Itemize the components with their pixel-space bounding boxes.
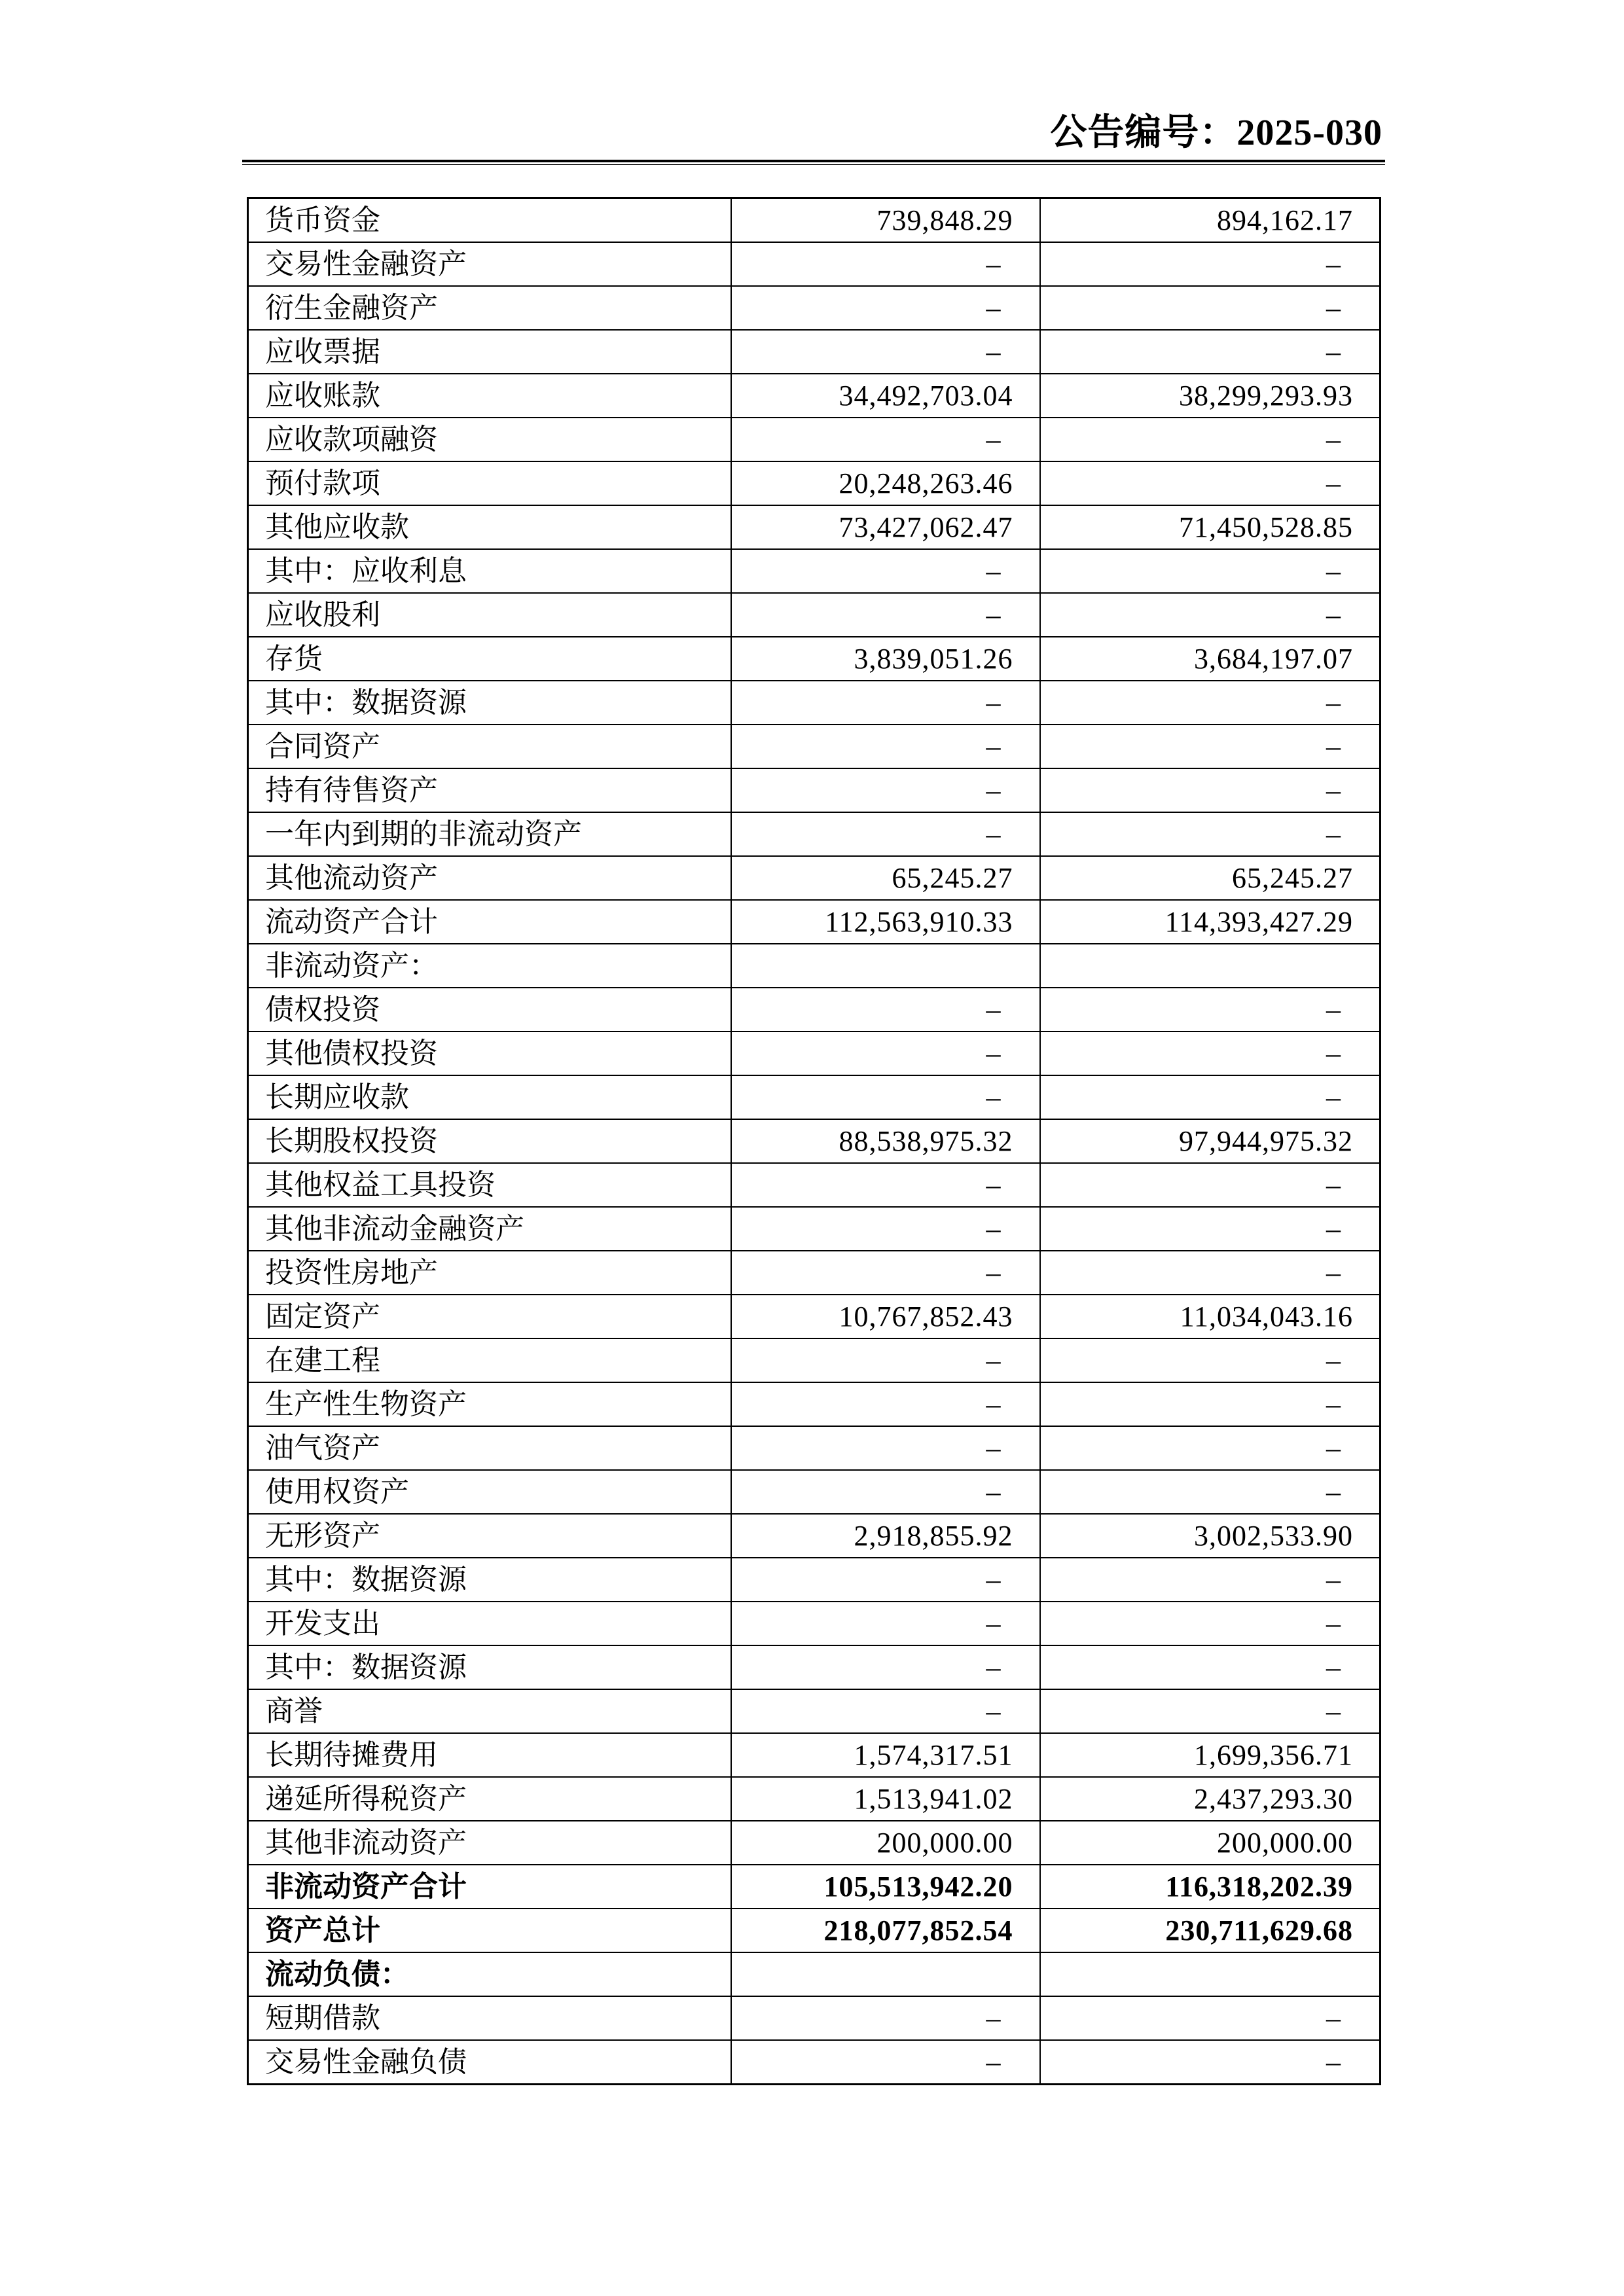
prior-period-value: 230,711,629.68 — [1040, 1909, 1380, 1952]
table-row — [248, 1996, 1380, 2040]
balance-sheet-table — [247, 197, 1381, 2085]
item-label: 存货 — [248, 637, 731, 681]
table-row — [248, 1163, 1380, 1207]
current-period-value: 65,245.27 — [731, 856, 1040, 900]
prior-period-value: – — [1040, 1689, 1380, 1733]
announcement-number: 公告编号：2025-030 — [1050, 113, 1382, 153]
current-period-value: 218,077,852.54 — [731, 1909, 1040, 1952]
current-period-value: – — [731, 1382, 1040, 1426]
current-period-value: – — [731, 988, 1040, 1031]
item-label: 短期借款 — [248, 1996, 731, 2040]
current-period-value: – — [731, 1163, 1040, 1207]
prior-period-value: 114,393,427.29 — [1040, 900, 1380, 944]
current-period-value: – — [731, 418, 1040, 461]
prior-period-value: – — [1040, 1251, 1380, 1295]
current-period-value: – — [731, 549, 1040, 593]
current-period-value: 2,918,855.92 — [731, 1514, 1040, 1558]
item-label: 其中：数据资源 — [248, 681, 731, 725]
current-period-value: 34,492,703.04 — [731, 374, 1040, 418]
prior-period-value: – — [1040, 812, 1380, 856]
prior-period-value: – — [1040, 1645, 1380, 1689]
item-label: 在建工程 — [248, 1338, 731, 1382]
table-row — [248, 549, 1380, 593]
item-label: 其他流动资产 — [248, 856, 731, 900]
current-period-value: – — [731, 1031, 1040, 1075]
prior-period-value — [1040, 944, 1380, 988]
prior-period-value: – — [1040, 1163, 1380, 1207]
table-row — [248, 1558, 1380, 1602]
current-period-value: – — [731, 286, 1040, 330]
table-row — [248, 1207, 1380, 1251]
header-rule — [242, 160, 1385, 165]
table-row — [248, 1689, 1380, 1733]
prior-period-value: 3,002,533.90 — [1040, 1514, 1380, 1558]
table-row — [248, 286, 1380, 330]
table-row — [248, 681, 1380, 725]
item-label: 生产性生物资产 — [248, 1382, 731, 1426]
current-period-value: – — [731, 330, 1040, 374]
item-label: 应收账款 — [248, 374, 731, 418]
prior-period-value: – — [1040, 593, 1380, 637]
prior-period-value: – — [1040, 1470, 1380, 1514]
table-row — [248, 2040, 1380, 2085]
table-row — [248, 1645, 1380, 1689]
current-period-value: – — [731, 725, 1040, 768]
table-row — [248, 418, 1380, 461]
table-row — [248, 1777, 1380, 1821]
table-row — [248, 768, 1380, 812]
prior-period-value: – — [1040, 418, 1380, 461]
current-period-value: 112,563,910.33 — [731, 900, 1040, 944]
item-label: 固定资产 — [248, 1295, 731, 1338]
item-label: 债权投资 — [248, 988, 731, 1031]
current-period-value: – — [731, 1338, 1040, 1382]
item-label: 长期股权投资 — [248, 1119, 731, 1163]
current-period-value: – — [731, 1251, 1040, 1295]
current-period-value: 200,000.00 — [731, 1821, 1040, 1865]
table-row — [248, 856, 1380, 900]
item-label: 预付款项 — [248, 461, 731, 505]
prior-period-value: 894,162.17 — [1040, 198, 1380, 243]
item-label: 其中：数据资源 — [248, 1645, 731, 1689]
prior-period-value: 116,318,202.39 — [1040, 1865, 1380, 1909]
item-label: 应收股利 — [248, 593, 731, 637]
table-row — [248, 944, 1380, 988]
current-period-value: – — [731, 681, 1040, 725]
current-period-value: – — [731, 242, 1040, 286]
current-period-value: 73,427,062.47 — [731, 505, 1040, 549]
table-row — [248, 1251, 1380, 1295]
current-period-value: 105,513,942.20 — [731, 1865, 1040, 1909]
current-period-value: – — [731, 2040, 1040, 2085]
item-label: 非流动资产： — [248, 944, 731, 988]
current-period-value: – — [731, 1996, 1040, 2040]
prior-period-value: 200,000.00 — [1040, 1821, 1380, 1865]
item-label: 使用权资产 — [248, 1470, 731, 1514]
current-period-value: – — [731, 812, 1040, 856]
item-label: 应收款项融资 — [248, 418, 731, 461]
item-label: 开发支出 — [248, 1602, 731, 1645]
current-period-value: – — [731, 1645, 1040, 1689]
table-row — [248, 1338, 1380, 1382]
table-row — [248, 1470, 1380, 1514]
current-period-value: 88,538,975.32 — [731, 1119, 1040, 1163]
table-row — [248, 1295, 1380, 1338]
prior-period-value: – — [1040, 242, 1380, 286]
prior-period-value: – — [1040, 1426, 1380, 1470]
table-row — [248, 1382, 1380, 1426]
prior-period-value: – — [1040, 988, 1380, 1031]
current-period-value: – — [731, 1470, 1040, 1514]
item-label: 一年内到期的非流动资产 — [248, 812, 731, 856]
table-row — [248, 1031, 1380, 1075]
table-row — [248, 330, 1380, 374]
item-label: 流动负债： — [248, 1952, 731, 1996]
table-row — [248, 812, 1380, 856]
item-label: 递延所得税资产 — [248, 1777, 731, 1821]
current-period-value: – — [731, 593, 1040, 637]
prior-period-value: – — [1040, 768, 1380, 812]
item-label: 衍生金融资产 — [248, 286, 731, 330]
item-label: 其他非流动资产 — [248, 1821, 731, 1865]
item-label: 交易性金融负债 — [248, 2040, 731, 2085]
table-row — [248, 1514, 1380, 1558]
item-label: 货币资金 — [248, 198, 731, 243]
item-label: 长期待摊费用 — [248, 1733, 731, 1777]
item-label: 非流动资产合计 — [248, 1865, 731, 1909]
table-row — [248, 505, 1380, 549]
table-row — [248, 1865, 1380, 1909]
current-period-value: 10,767,852.43 — [731, 1295, 1040, 1338]
prior-period-value: – — [1040, 286, 1380, 330]
current-period-value: 3,839,051.26 — [731, 637, 1040, 681]
prior-period-value: 1,699,356.71 — [1040, 1733, 1380, 1777]
current-period-value: 1,574,317.51 — [731, 1733, 1040, 1777]
item-label: 长期应收款 — [248, 1075, 731, 1119]
table-row — [248, 1602, 1380, 1645]
table-row — [248, 461, 1380, 505]
table-row — [248, 1909, 1380, 1952]
item-label: 交易性金融资产 — [248, 242, 731, 286]
table-row — [248, 593, 1380, 637]
prior-period-value: 65,245.27 — [1040, 856, 1380, 900]
prior-period-value: 2,437,293.30 — [1040, 1777, 1380, 1821]
prior-period-value: – — [1040, 1207, 1380, 1251]
item-label: 投资性房地产 — [248, 1251, 731, 1295]
table-row — [248, 198, 1380, 243]
prior-period-value: – — [1040, 1602, 1380, 1645]
item-label: 其他非流动金融资产 — [248, 1207, 731, 1251]
table-row — [248, 1821, 1380, 1865]
item-label: 其他债权投资 — [248, 1031, 731, 1075]
table-row — [248, 1119, 1380, 1163]
item-label: 油气资产 — [248, 1426, 731, 1470]
table-row — [248, 725, 1380, 768]
item-label: 资产总计 — [248, 1909, 731, 1952]
prior-period-value: – — [1040, 1031, 1380, 1075]
current-period-value: – — [731, 1207, 1040, 1251]
prior-period-value: – — [1040, 330, 1380, 374]
table-row — [248, 988, 1380, 1031]
prior-period-value — [1040, 1952, 1380, 1996]
prior-period-value: 97,944,975.32 — [1040, 1119, 1380, 1163]
table-row — [248, 1733, 1380, 1777]
prior-period-value: – — [1040, 1075, 1380, 1119]
prior-period-value: 71,450,528.85 — [1040, 505, 1380, 549]
prior-period-value: – — [1040, 1996, 1380, 2040]
prior-period-value: – — [1040, 549, 1380, 593]
table-row — [248, 242, 1380, 286]
prior-period-value: 3,684,197.07 — [1040, 637, 1380, 681]
current-period-value: 739,848.29 — [731, 198, 1040, 243]
item-label: 合同资产 — [248, 725, 731, 768]
prior-period-value: – — [1040, 461, 1380, 505]
item-label: 流动资产合计 — [248, 900, 731, 944]
prior-period-value: 38,299,293.93 — [1040, 374, 1380, 418]
prior-period-value: – — [1040, 1338, 1380, 1382]
item-label: 无形资产 — [248, 1514, 731, 1558]
table-row — [248, 1426, 1380, 1470]
item-label: 其中：数据资源 — [248, 1558, 731, 1602]
table-body — [248, 198, 1380, 2085]
current-period-value: – — [731, 1558, 1040, 1602]
table-row — [248, 900, 1380, 944]
current-period-value: – — [731, 1075, 1040, 1119]
prior-period-value: – — [1040, 725, 1380, 768]
item-label: 其中：应收利息 — [248, 549, 731, 593]
prior-period-value: 11,034,043.16 — [1040, 1295, 1380, 1338]
table-row — [248, 637, 1380, 681]
prior-period-value: – — [1040, 681, 1380, 725]
current-period-value — [731, 944, 1040, 988]
prior-period-value: – — [1040, 1382, 1380, 1426]
table-row — [248, 1075, 1380, 1119]
item-label: 商誉 — [248, 1689, 731, 1733]
item-label: 其他应收款 — [248, 505, 731, 549]
current-period-value: 1,513,941.02 — [731, 1777, 1040, 1821]
prior-period-value: – — [1040, 2040, 1380, 2085]
table-row — [248, 374, 1380, 418]
current-period-value — [731, 1952, 1040, 1996]
item-label: 持有待售资产 — [248, 768, 731, 812]
current-period-value: – — [731, 1602, 1040, 1645]
current-period-value: – — [731, 768, 1040, 812]
current-period-value: – — [731, 1426, 1040, 1470]
table-row — [248, 1952, 1380, 1996]
current-period-value: 20,248,263.46 — [731, 461, 1040, 505]
item-label: 应收票据 — [248, 330, 731, 374]
current-period-value: – — [731, 1689, 1040, 1733]
prior-period-value: – — [1040, 1558, 1380, 1602]
item-label: 其他权益工具投资 — [248, 1163, 731, 1207]
